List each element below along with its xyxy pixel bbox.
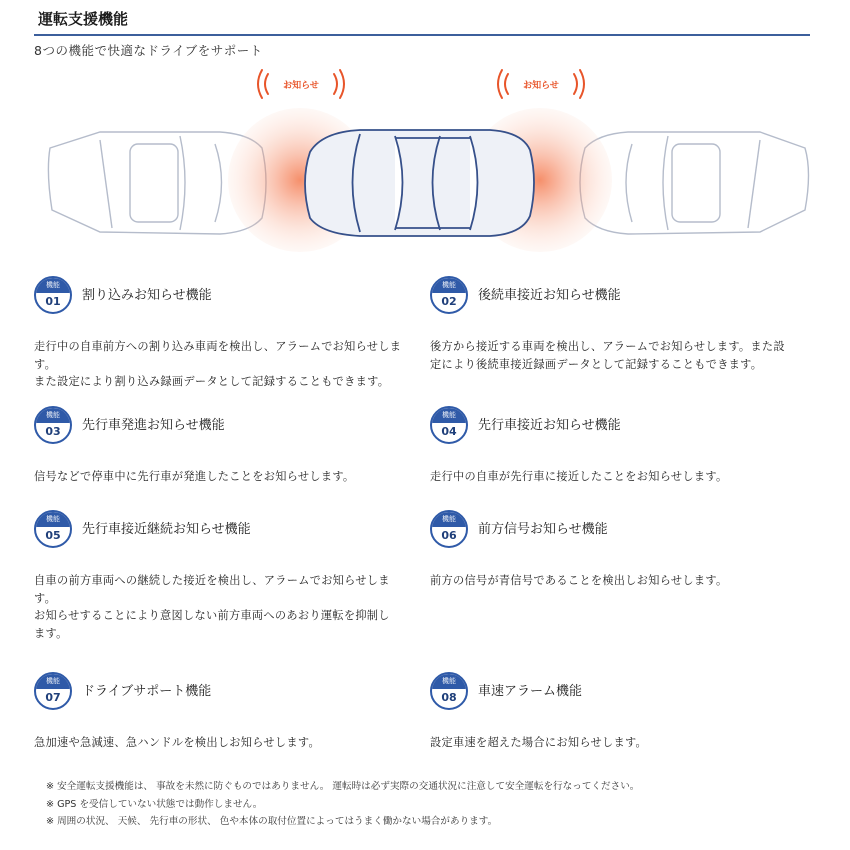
feature-title: 前方信号お知らせ機能 [478, 522, 608, 537]
page-title: 運転支援機能 [38, 10, 129, 28]
footnote: ※ GPS を受信していない状態では動作しません。 [46, 798, 263, 810]
car-illustration [0, 60, 850, 260]
feature-badge: 機能 06 [430, 510, 468, 548]
feature-description: 走行中の自車が先行車に接近したことをお知らせします。 [430, 470, 728, 483]
feature-description: 急加速や急減速、急ハンドルを検出しお知らせします。 [34, 736, 320, 749]
feature-description: 後方から接近する車両を検出し、アラームでお知らせします。また設 定により後続車接近録画データとして記録することもできます。 [430, 340, 785, 371]
title-divider [34, 34, 810, 36]
feature-title: 後続車接近お知らせ機能 [478, 288, 621, 303]
feature-badge: 機能 01 [34, 276, 72, 314]
feature-title: 先行車接近お知らせ機能 [478, 418, 621, 433]
feature-title: 車速アラーム機能 [478, 684, 583, 699]
feature-description: 設定車速を超えた場合にお知らせします。 [430, 736, 648, 749]
feature-description: 前方の信号が青信号であることを検出しお知らせします。 [430, 574, 728, 587]
feature-description: 走行中の自車前方への割り込み車両を検出し、アラームでお知らせしま す。 また設定により割り込み録画データとして記録することもできます。 [34, 340, 402, 388]
front-car [580, 132, 809, 234]
feature-badge: 機能 04 [430, 406, 468, 444]
footnote: ※ 周囲の状況、 天候、 先行車の形状、 色や本体の取付位置によってはうまく働かない場合があります。 [46, 816, 498, 827]
page-subtitle: 8つの機能で快適なドライブをサポート [34, 43, 263, 58]
feature-title: 割り込みお知らせ機能 [82, 288, 212, 303]
alert-label-right: お知らせ [523, 81, 559, 91]
feature-badge: 機能 03 [34, 406, 72, 444]
feature-description: 信号などで停車中に先行車が発進したことをお知らせします。 [34, 470, 355, 483]
footnotes [46, 778, 639, 831]
feature-title: ドライブサポート機能 [82, 684, 212, 699]
own-car [305, 130, 534, 236]
feature-badge: 機能 02 [430, 276, 468, 314]
feature-title: 先行車接近継続お知らせ機能 [82, 522, 251, 537]
feature-badge: 機能 05 [34, 510, 72, 548]
feature-title: 先行車発進お知らせ機能 [82, 418, 225, 433]
feature-badge: 機能 07 [34, 672, 72, 710]
feature-badge: 機能 08 [430, 672, 468, 710]
footnote: ※ 安全運転支援機能は、 事故を未然に防ぐものではありません。 運転時は必ず実際の交通状況に注意して安全運転を行なってください。 [46, 781, 640, 792]
feature-description: 自車の前方車両への継続した接近を検出し、アラームでお知らせしま す。 お知らせすることにより意図しない前方車両へのあおり運転を抑制し ます。 [34, 574, 390, 640]
alert-label-left: お知らせ [283, 81, 319, 91]
